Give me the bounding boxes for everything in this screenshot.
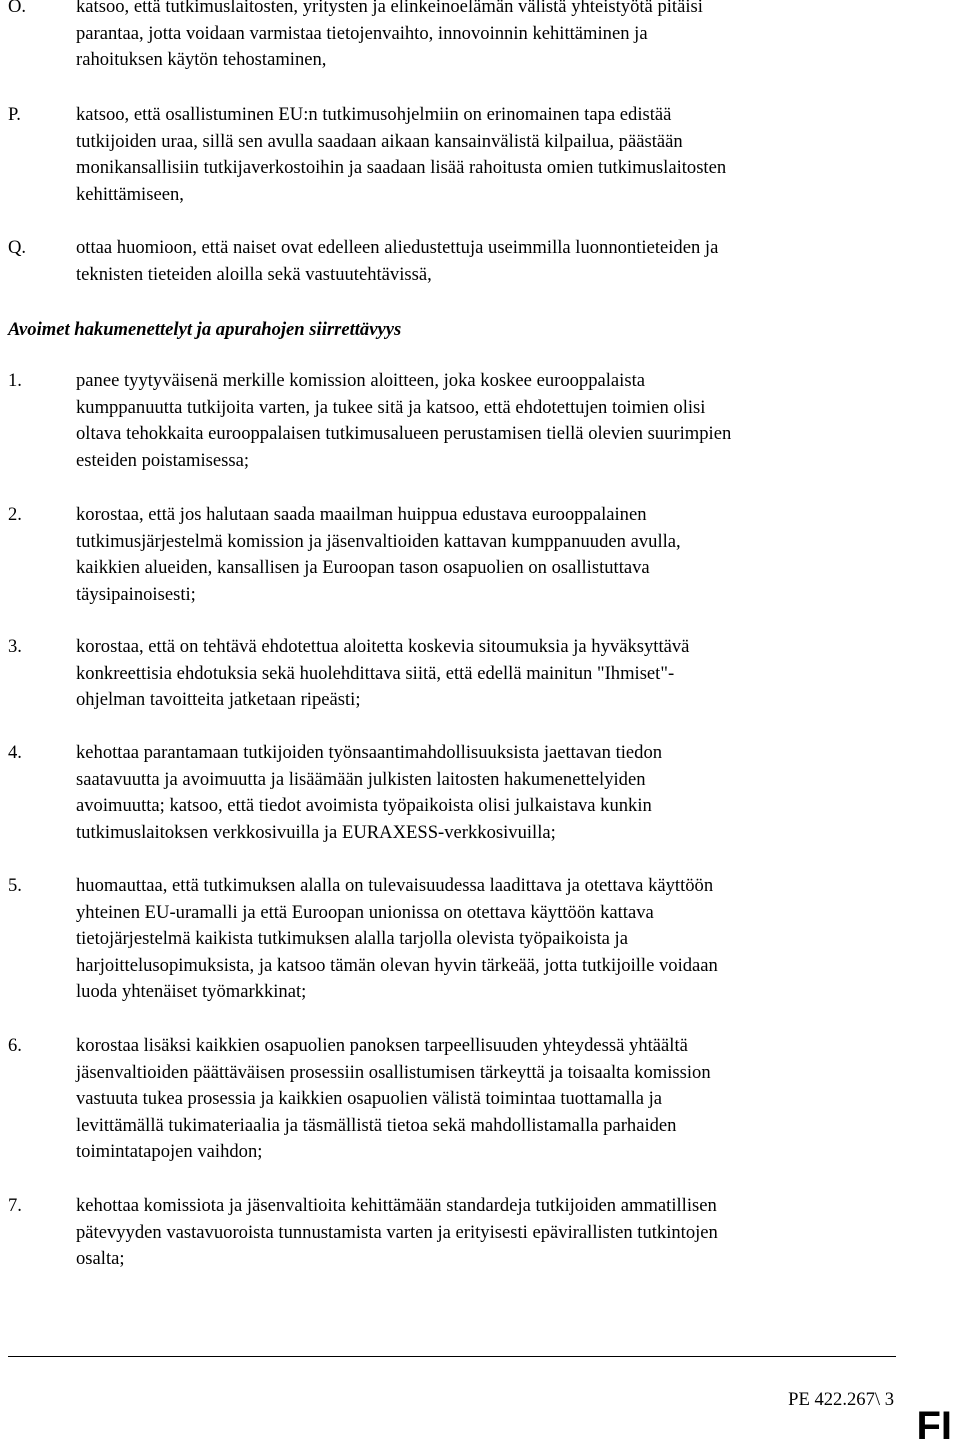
recital-label: P.	[8, 104, 21, 125]
recital-label: Q.	[8, 237, 27, 258]
point-number: 2.	[8, 504, 22, 525]
point-text: korostaa lisäksi kaikkien osapuolien panoksen tarpeellisuuden yhteydessä yhtäältä jäsenvaltioiden päättäväisen prosessiin osallistumisen tärkeyttä ja toisaalta komission vastuuta tukea prosessia ja kaikkien osapuolien välistä toimintaa tuottamalla ja levittämällä tukimateriaalia ja täsmällistä tietoa sekä mahdollistamalla parhaiden toimintatapojen vaihdon;	[76, 1035, 711, 1163]
point-number: 6.	[8, 1035, 22, 1056]
point-number: 3.	[8, 636, 22, 657]
point-text: korostaa, että jos halutaan saada maailman huippua edustava eurooppalainen tutkimusjärjestelmä komission ja jäsenvaltioiden kattavan kumppanuuden avulla, kaikkien alueiden, kansallisen ja Euroopan tason osapuolien on osallistuttava täysipainoisesti;	[76, 504, 681, 605]
document-reference: PE 422.267\ 3	[788, 1389, 894, 1410]
point-number: 7.	[8, 1195, 22, 1216]
language-code: FI	[916, 1404, 952, 1448]
recital-label: O.	[8, 0, 27, 17]
point-text: huomauttaa, että tutkimuksen alalla on tulevaisuudessa laadittava ja otettava käyttöön yhteinen EU-uramalli ja että Euroopan unionissa on otettava käyttöön kattava tietojärjestelmä kaikista tutkimuksen alalla tarjolla olevista työpaikoista ja harjoittelusopimuksista, ja katsoo tämän olevan hyvin tärkeää, jotta tutkijoille voidaan luoda yhtenäiset työmarkkinat;	[76, 875, 718, 1003]
point-text: kehottaa komissiota ja jäsenvaltioita kehittämään standardeja tutkijoiden ammatillisen pätevyyden vastavuoroista tunnustamista varten ja erityisesti epävirallisten tutkintojen osalta;	[76, 1195, 718, 1270]
point-number: 4.	[8, 742, 22, 763]
footer-divider	[8, 1356, 896, 1357]
recital-text: katsoo, että osallistuminen EU:n tutkimusohjelmiin on erinomainen tapa edistää tutkijoiden uraa, sillä sen avulla saadaan aikaan kansainvälistä kilpailua, päästään monikansallisiin tutkijaverkostoihin ja saadaan lisää rahoitusta omien tutkimuslaitosten kehittämiseen,	[76, 104, 727, 205]
point-text: kehottaa parantamaan tutkijoiden työnsaantimahdollisuuksista jaettavan tiedon saatavuutta ja avoimuutta ja lisäämään julkisten laitosten hakumenettelyiden avoimuutta; katsoo, että tiedot avoimista työpaikoista olisi julkaistava kunkin tutkimuslaitoksen verkkosivuilla ja EURAXESS-verkkosivuilla;	[76, 742, 663, 843]
point-text: panee tyytyväisenä merkille komission aloitteen, joka koskee eurooppalaista kumppanuutta tutkijoita varten, ja tukee sitä ja katsoo, että ehdotettujen toimien olisi oltava tehokkaita eurooppalaisen tutkimusalueen perustamisen tiellä olevien suurimpien esteiden poistamisessa;	[76, 370, 732, 471]
recital-text: katsoo, että tutkimuslaitosten, yritysten ja elinkeinoelämän välistä yhteistyötä pitäisi parantaa, jotta voidaan varmistaa tietojenvaihto, innovoinnin kehittäminen ja rahoituksen käytön tehostaminen,	[76, 0, 703, 71]
point-number: 5.	[8, 875, 22, 896]
point-number: 1.	[8, 370, 22, 391]
point-text: korostaa, että on tehtävä ehdotettua aloitetta koskevia sitoumuksia ja hyväksyttävä konkreettisia ehdotuksia sekä huolehdittava siitä, että edellä mainitun "Ihmiset"- ohjelman tavoitteita jatketaan ripeästi;	[76, 636, 690, 711]
section-heading: Avoimet hakumenettelyt ja apurahojen siirrettävyys	[8, 319, 402, 340]
recital-text: ottaa huomioon, että naiset ovat edelleen aliedustettuja useimmilla luonnontieteiden ja teknisten tieteiden aloilla sekä vastuutehtävissä,	[76, 237, 719, 285]
